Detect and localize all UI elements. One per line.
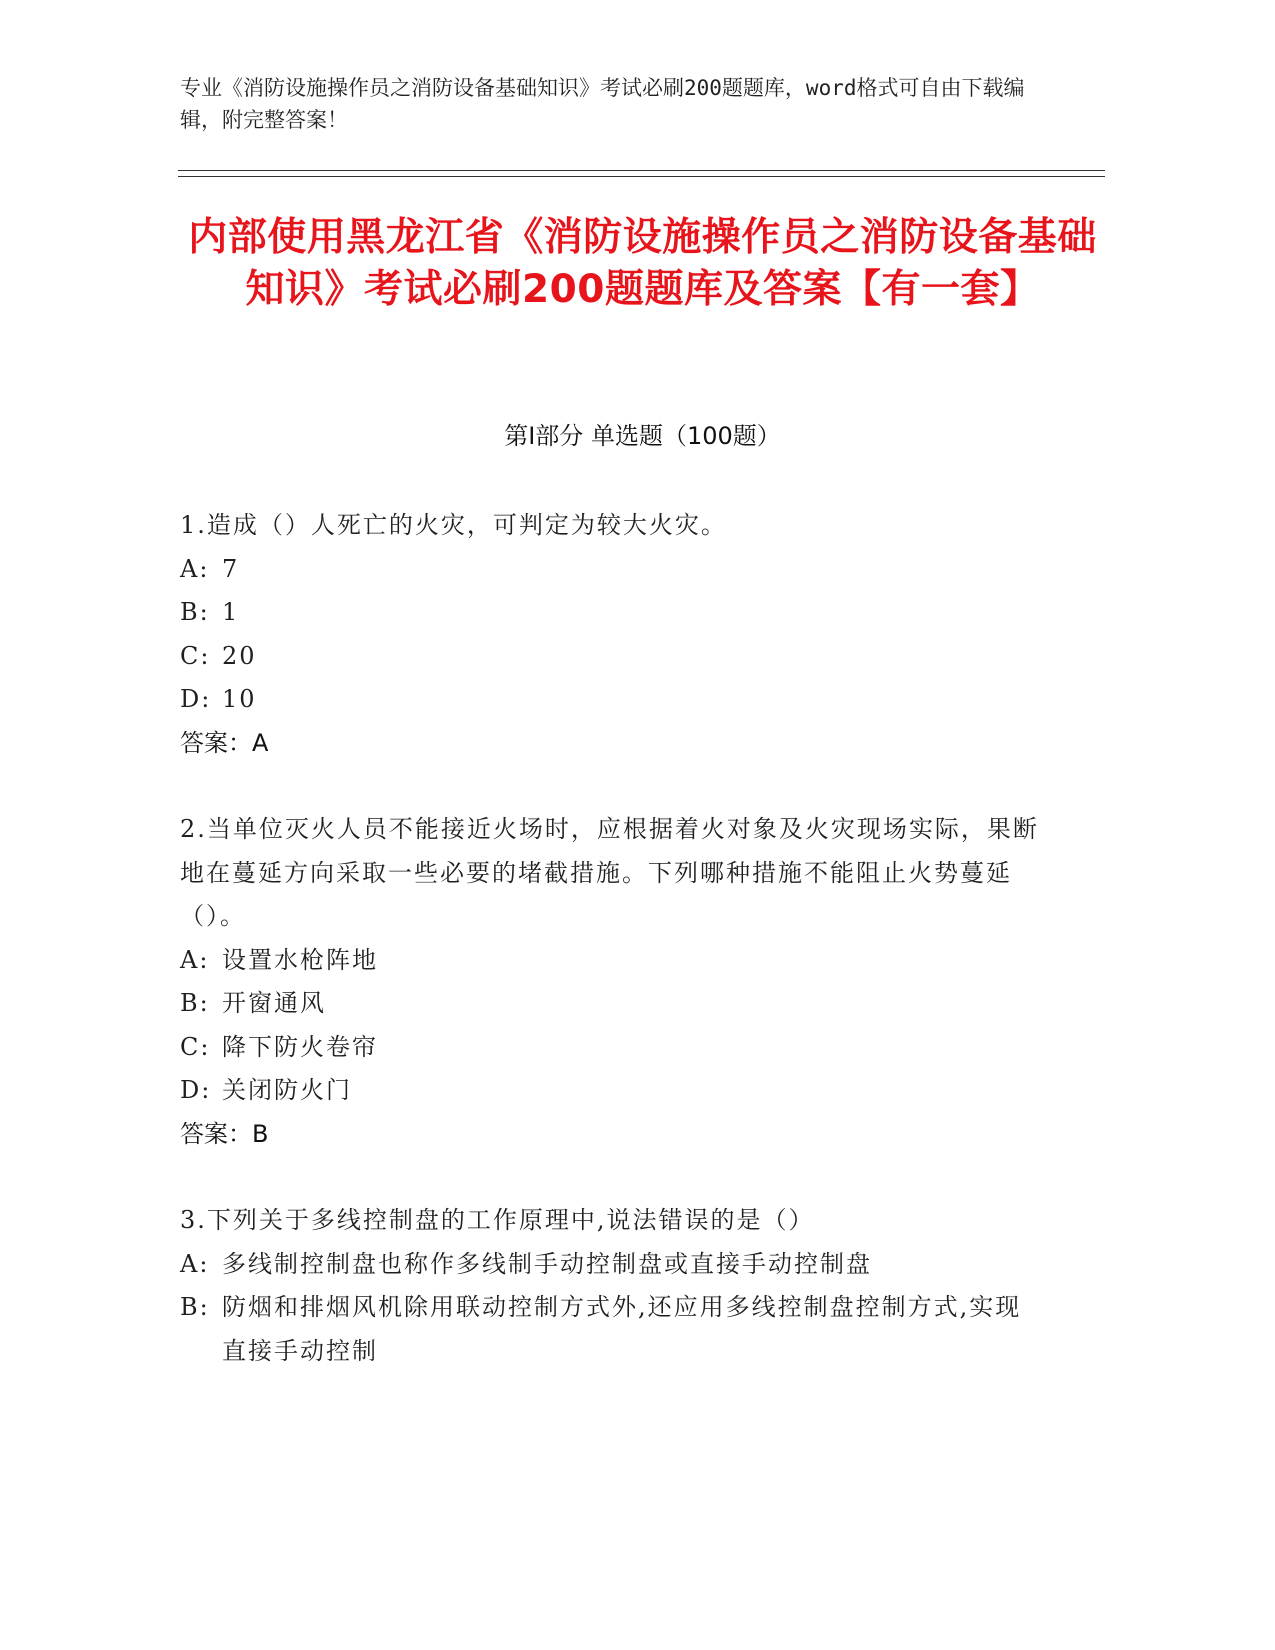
option-label: B: (180, 598, 210, 626)
question-2 (180, 808, 1040, 1156)
option-text: 多线制控制盘也称作多线制手动控制盘或直接手动控制盘 (222, 1249, 872, 1278)
option-b (180, 591, 1040, 635)
question-1 (180, 504, 1040, 765)
option-a (180, 1243, 1040, 1287)
option-text: 防烟和排烟风机除用联动控制方式外,还应用多线控制盘控制方式,实现直接手动控制 (222, 1293, 1022, 1365)
option-text: 设置水枪阵地 (222, 945, 378, 974)
header-rule-bottom (178, 176, 1105, 177)
option-d (180, 678, 1040, 722)
header-note: 专业《消防设施操作员之消防设备基础知识》考试必刷200题题库，word格式可自由下载编辑，附完整答案！ (180, 76, 1025, 132)
answer: 答案：B (180, 1119, 269, 1148)
option-label: B: (180, 989, 210, 1017)
option-label: C: (180, 641, 211, 670)
option-label: A: (180, 1249, 210, 1278)
option-text: 开窗通风 (222, 989, 326, 1017)
option-b (180, 1286, 1040, 1373)
question-text: 1.造成（）人死亡的火灾，可判定为较大火灾。 (180, 511, 727, 539)
option-label: A: (180, 554, 210, 583)
option-text: 1 (222, 598, 240, 626)
option-label: A: (180, 945, 210, 974)
question-3 (180, 1199, 1040, 1373)
document-title: 内部使用黑龙江省《消防设施操作员之消防设备基础知识》考试必刷200题题库及答案【有一套】 (188, 215, 1097, 312)
option-c (180, 1026, 1040, 1070)
option-text: 降下防火卷帘 (222, 1032, 378, 1061)
header-rule-top (178, 170, 1105, 171)
section-title: 第Ⅰ部分 单选题（100题） (504, 422, 781, 450)
option-b (180, 982, 1040, 1026)
option-text: 10 (222, 685, 257, 713)
option-text: 7 (222, 554, 240, 583)
answer: 答案：A (180, 728, 269, 757)
option-label: B: (180, 1293, 210, 1321)
question-text: 2.当单位灭火人员不能接近火场时，应根据着火对象及火灾现场实际，果断地在蔓延方向采取一些必要的堵截措施。下列哪种措施不能阻止火势蔓延（）。 (180, 815, 1039, 930)
option-label: D: (180, 685, 212, 713)
option-label: C: (180, 1032, 211, 1061)
option-a (180, 548, 1040, 592)
question-text: 3.下列关于多线控制盘的工作原理中,说法错误的是（） (180, 1206, 815, 1234)
option-c (180, 635, 1040, 679)
option-text: 20 (222, 641, 257, 670)
question-list (180, 504, 1040, 1416)
option-text: 关闭防火门 (222, 1076, 352, 1104)
option-d (180, 1069, 1040, 1113)
option-a (180, 939, 1040, 983)
option-label: D: (180, 1076, 212, 1104)
